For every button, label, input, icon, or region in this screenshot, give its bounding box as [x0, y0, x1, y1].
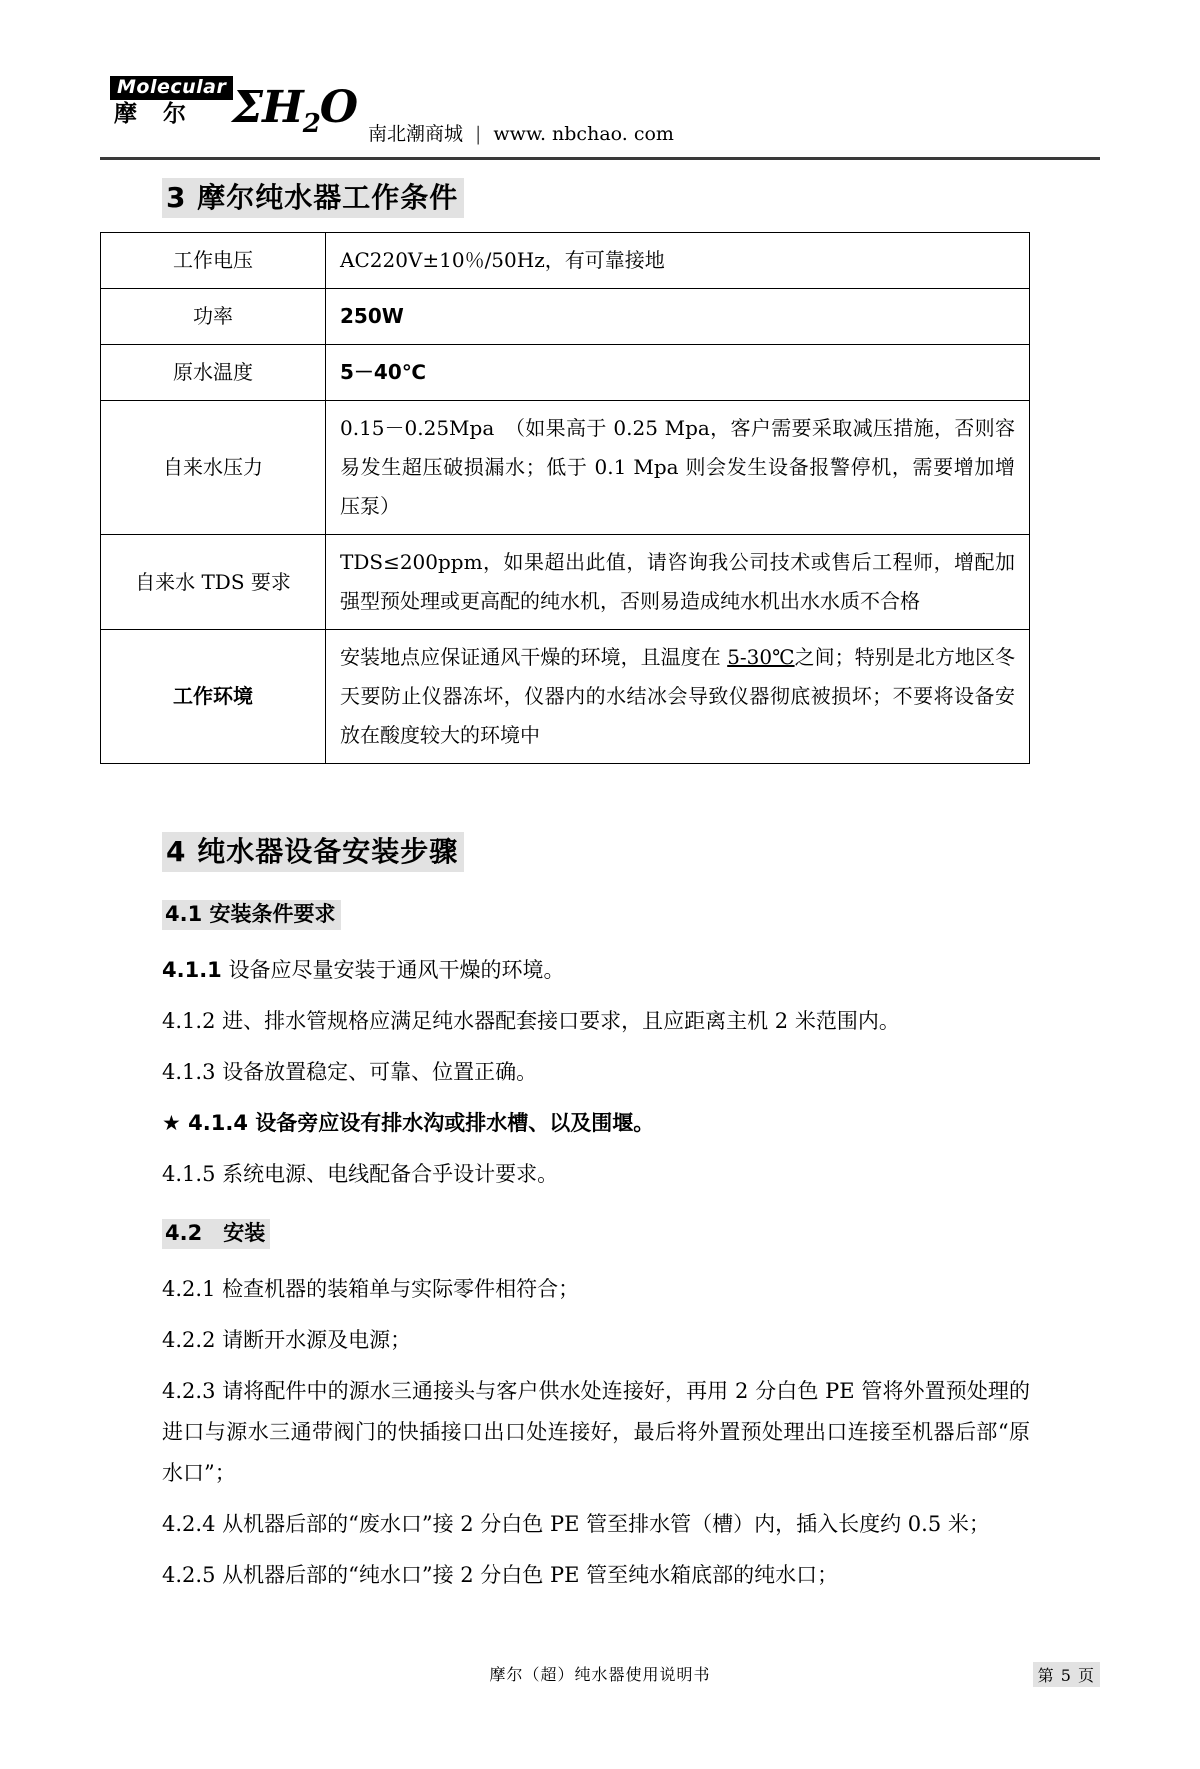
section-3-heading-wrap	[100, 160, 1100, 232]
header-separator: |	[475, 123, 482, 145]
spec-value: 250W	[326, 289, 1030, 345]
spec-value-underlined: 5-30℃	[727, 645, 795, 669]
page-footer	[100, 1662, 1100, 1685]
list-item	[162, 1001, 1030, 1042]
item-number: 4.1.3	[162, 1060, 216, 1085]
logo-chinese-text: 摩尔	[114, 101, 212, 127]
item-text: 从机器后部的“废水口”接 2 分白色 PE 管至排水管（槽）内，插入长度约 0.5 米；	[215, 1511, 990, 1536]
list-item	[162, 1504, 1030, 1545]
table-row	[101, 345, 1030, 401]
spec-value: 5－40℃	[326, 345, 1030, 401]
spec-value-pre: 安装地点应保证通风干燥的环境，且温度在	[340, 645, 728, 669]
item-text: 请断开水源及电源；	[215, 1328, 412, 1353]
subsection-41-heading-wrap	[162, 886, 1100, 940]
site-name: 南北潮商城	[368, 123, 464, 145]
brand-logo	[110, 72, 358, 142]
item-number: 4.1.2	[162, 1009, 216, 1034]
logo-formula	[232, 82, 358, 139]
item-text: 设备放置稳定、可靠、位置正确。	[215, 1060, 538, 1085]
spec-label: 自来水压力	[101, 401, 326, 535]
list-item	[162, 1269, 1030, 1310]
table-row	[101, 401, 1030, 535]
item-text: 系统电源、电线配备合乎设计要求。	[215, 1162, 559, 1187]
item-text: 请将配件中的源水三通接头与客户供水处连接好，再用 2 分白色 PE 管将外置预处理的进口与源水三通带阀门的快插接口出口处连接好，最后将外置预处理出口连接至机器后部“原水口”；	[162, 1379, 1030, 1486]
logo-sigma-h: ΣH	[232, 82, 303, 133]
subsection-42-title: 4.2 安装	[162, 1219, 270, 1249]
spec-value	[326, 630, 1030, 764]
footer-document-title: 摩尔（超）纯水器使用说明书	[489, 1665, 711, 1684]
section-3-title: 3 摩尔纯水器工作条件	[162, 178, 464, 218]
site-url: www. nbchao. com	[493, 123, 674, 145]
table-row	[101, 630, 1030, 764]
logo-molecular-text: Molecular	[110, 76, 233, 100]
subsection-41-title: 4.1 安装条件要求	[162, 900, 341, 930]
list-item	[162, 950, 1030, 991]
footer-page-number: 第 5 页	[1033, 1662, 1100, 1687]
item-text: 设备应尽量安装于通风干燥的环境。	[221, 958, 565, 983]
item-number: 4.1.4	[188, 1111, 248, 1136]
spec-label: 工作环境	[101, 630, 326, 764]
document-page	[0, 72, 1200, 1769]
item-number: 4.2.5	[162, 1562, 216, 1587]
subsection-42-heading-wrap	[162, 1205, 1100, 1259]
item-text: 进、排水管规格应满足纯水器配套接口要求，且应距离主机 2 米范围内。	[215, 1009, 900, 1034]
logo-subscript-2: 2	[302, 108, 320, 139]
spec-value-post: 之间；特别是北方地区冬天要防止仪器冻坏，仪器内的水结冰会导致仪器彻底被损坏；不要将设备安放在酸度较大的环境中	[340, 645, 1015, 747]
spec-value: AC220V±10％/50Hz，有可靠接地	[326, 233, 1030, 289]
spec-value: TDS≤200ppm，如果超出此值，请咨询我公司技术或售后工程师，增配加强型预处理或更高配的纯水机，否则易造成纯水机出水水质不合格	[326, 535, 1030, 630]
item-number: 4.2.3	[162, 1379, 216, 1404]
spec-label: 工作电压	[101, 233, 326, 289]
item-text: 检查机器的装箱单与实际零件相符合；	[215, 1277, 580, 1302]
spec-label: 功率	[101, 289, 326, 345]
table-row	[101, 233, 1030, 289]
section-4-heading-wrap	[100, 814, 1100, 886]
header-site-info	[368, 119, 674, 146]
spec-label: 原水温度	[101, 345, 326, 401]
item-number: 4.1.1	[162, 958, 222, 983]
star-icon: ★	[162, 1111, 189, 1136]
spec-table	[100, 232, 1030, 764]
list-item	[162, 1103, 1030, 1144]
page-header	[100, 72, 1100, 160]
list-item	[162, 1052, 1030, 1093]
list-item	[162, 1555, 1030, 1596]
list-item	[162, 1154, 1030, 1195]
item-text: 设备旁应设有排水沟或排水槽、以及围堰。	[247, 1111, 655, 1136]
spec-label: 自来水 TDS 要求	[101, 535, 326, 630]
table-row	[101, 289, 1030, 345]
item-text: 从机器后部的“纯水口”接 2 分白色 PE 管至纯水箱底部的纯水口；	[215, 1562, 839, 1587]
section-4-title: 4 纯水器设备安装步骤	[162, 832, 464, 872]
item-number: 4.1.5	[162, 1162, 216, 1187]
document-content	[100, 160, 1100, 1596]
list-item	[162, 1371, 1030, 1494]
item-number: 4.2.1	[162, 1277, 216, 1302]
table-row	[101, 535, 1030, 630]
logo-o: O	[319, 82, 358, 133]
item-number: 4.2.2	[162, 1328, 216, 1353]
spec-value: 0.15－0.25Mpa （如果高于 0.25 Mpa，客户需要采取减压措施，否则容易发生超压破损漏水；低于 0.1 Mpa 则会发生设备报警停机，需要增加增压泵）	[326, 401, 1030, 535]
item-number: 4.2.4	[162, 1511, 216, 1536]
list-item	[162, 1320, 1030, 1361]
spec-table-body	[101, 233, 1030, 764]
